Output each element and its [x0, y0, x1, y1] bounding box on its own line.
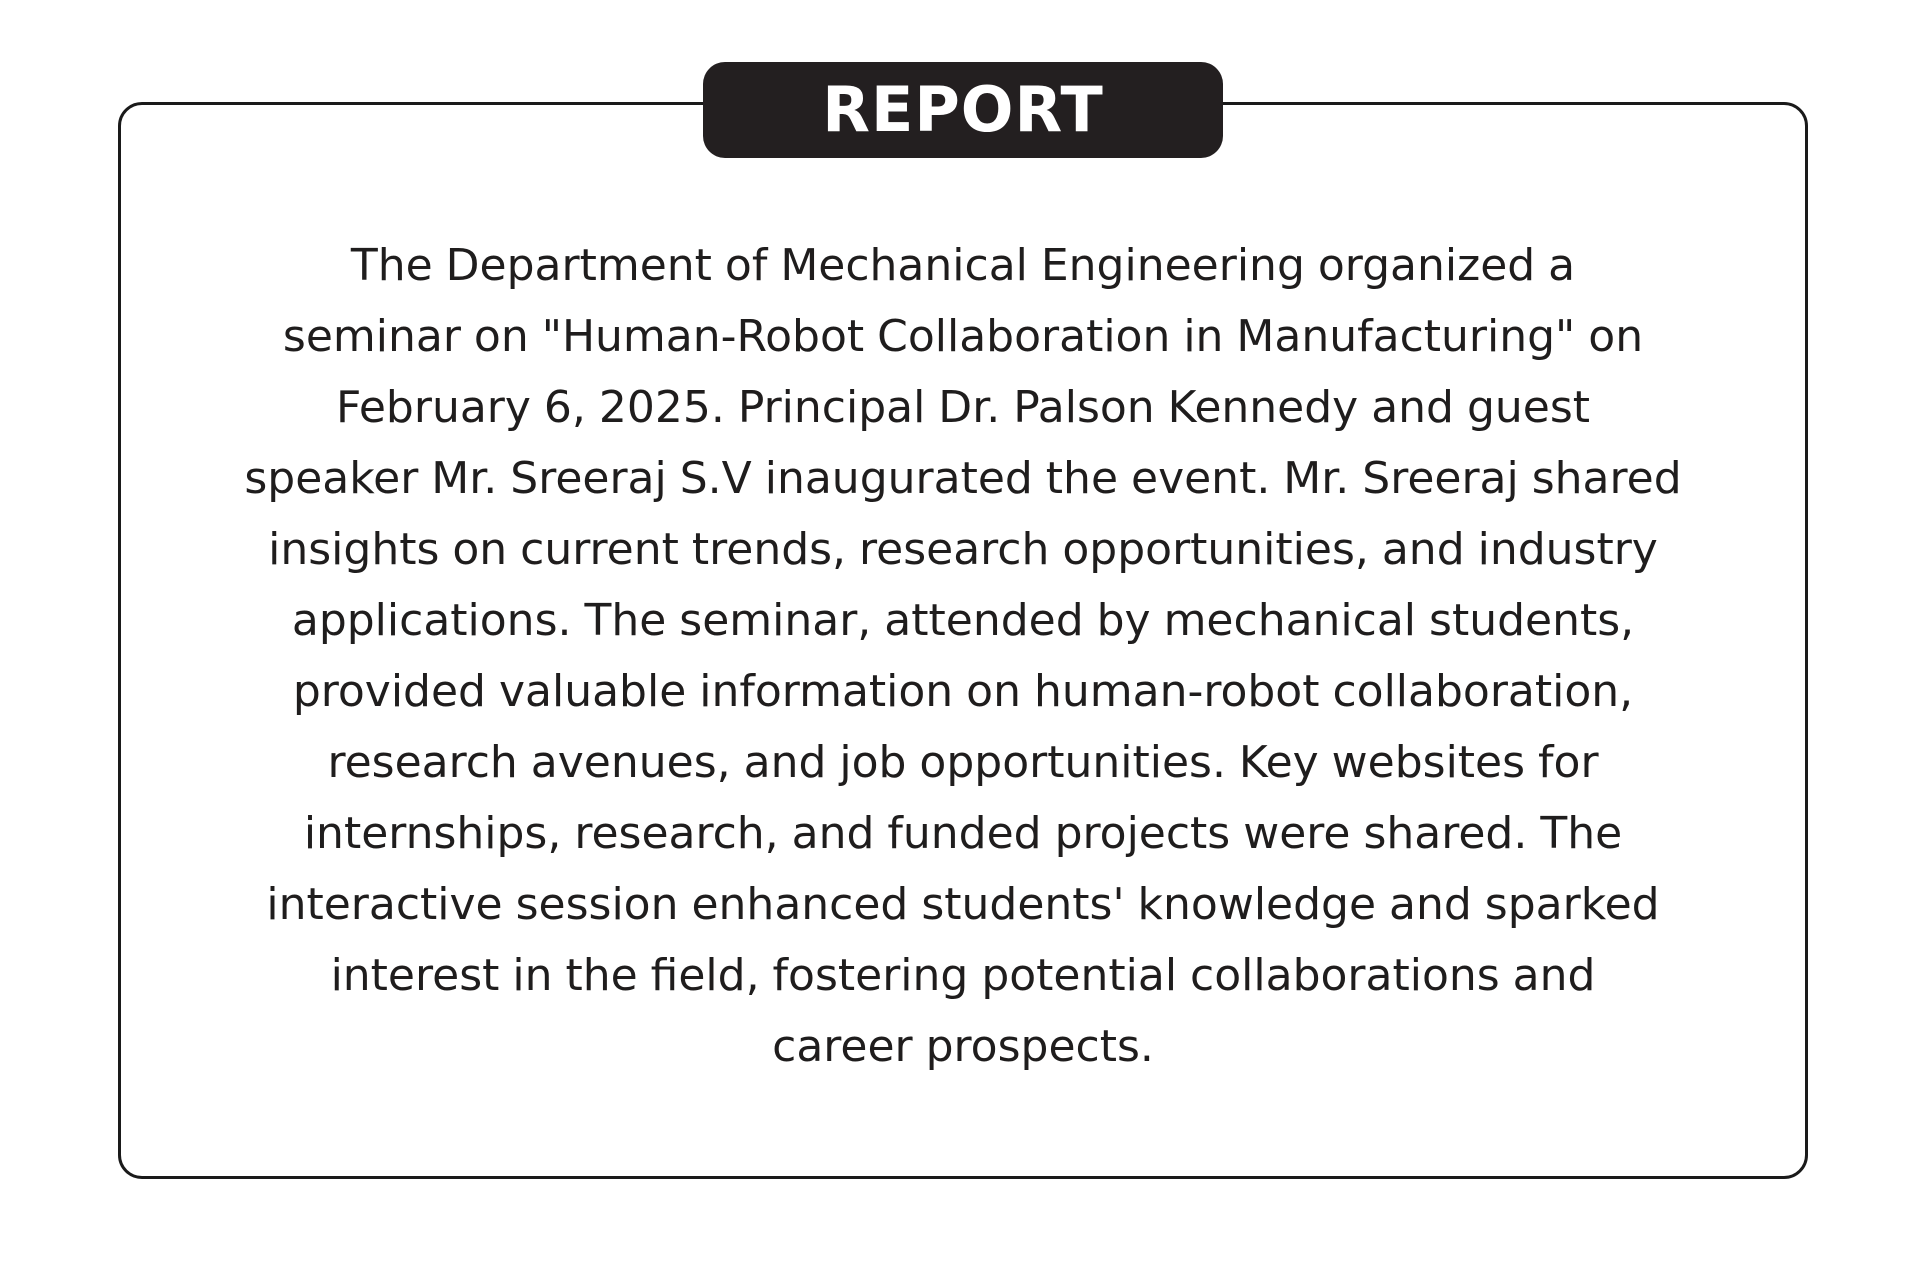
report-line: interest in the field, fostering potential collaborations and: [330, 950, 1596, 1001]
report-line: insights on current trends, research opportunities, and industry: [268, 524, 1658, 575]
report-line: interactive session enhanced students' knowledge and sparked: [266, 879, 1660, 930]
report-line: career prospects.: [772, 1021, 1154, 1072]
report-line: speaker Mr. Sreeraj S.V inaugurated the event. Mr. Sreeraj shared: [244, 453, 1682, 504]
report-title-badge: [703, 62, 1223, 158]
report-body: [150, 230, 1776, 1082]
report-title: REPORT: [822, 73, 1104, 146]
report-line: February 6, 2025. Principal Dr. Palson Kennedy and guest: [335, 382, 1591, 433]
report-line: seminar on "Human-Robot Collaboration in Manufacturing" on: [282, 311, 1644, 362]
report-line: internships, research, and funded projects were shared. The: [303, 808, 1623, 859]
report-line: applications. The seminar, attended by mechanical students,: [291, 595, 1635, 646]
report-line: research avenues, and job opportunities. Key websites for: [327, 737, 1599, 788]
report-line: provided valuable information on human-robot collaboration,: [292, 666, 1634, 717]
report-line: The Department of Mechanical Engineering organized a: [350, 240, 1576, 291]
